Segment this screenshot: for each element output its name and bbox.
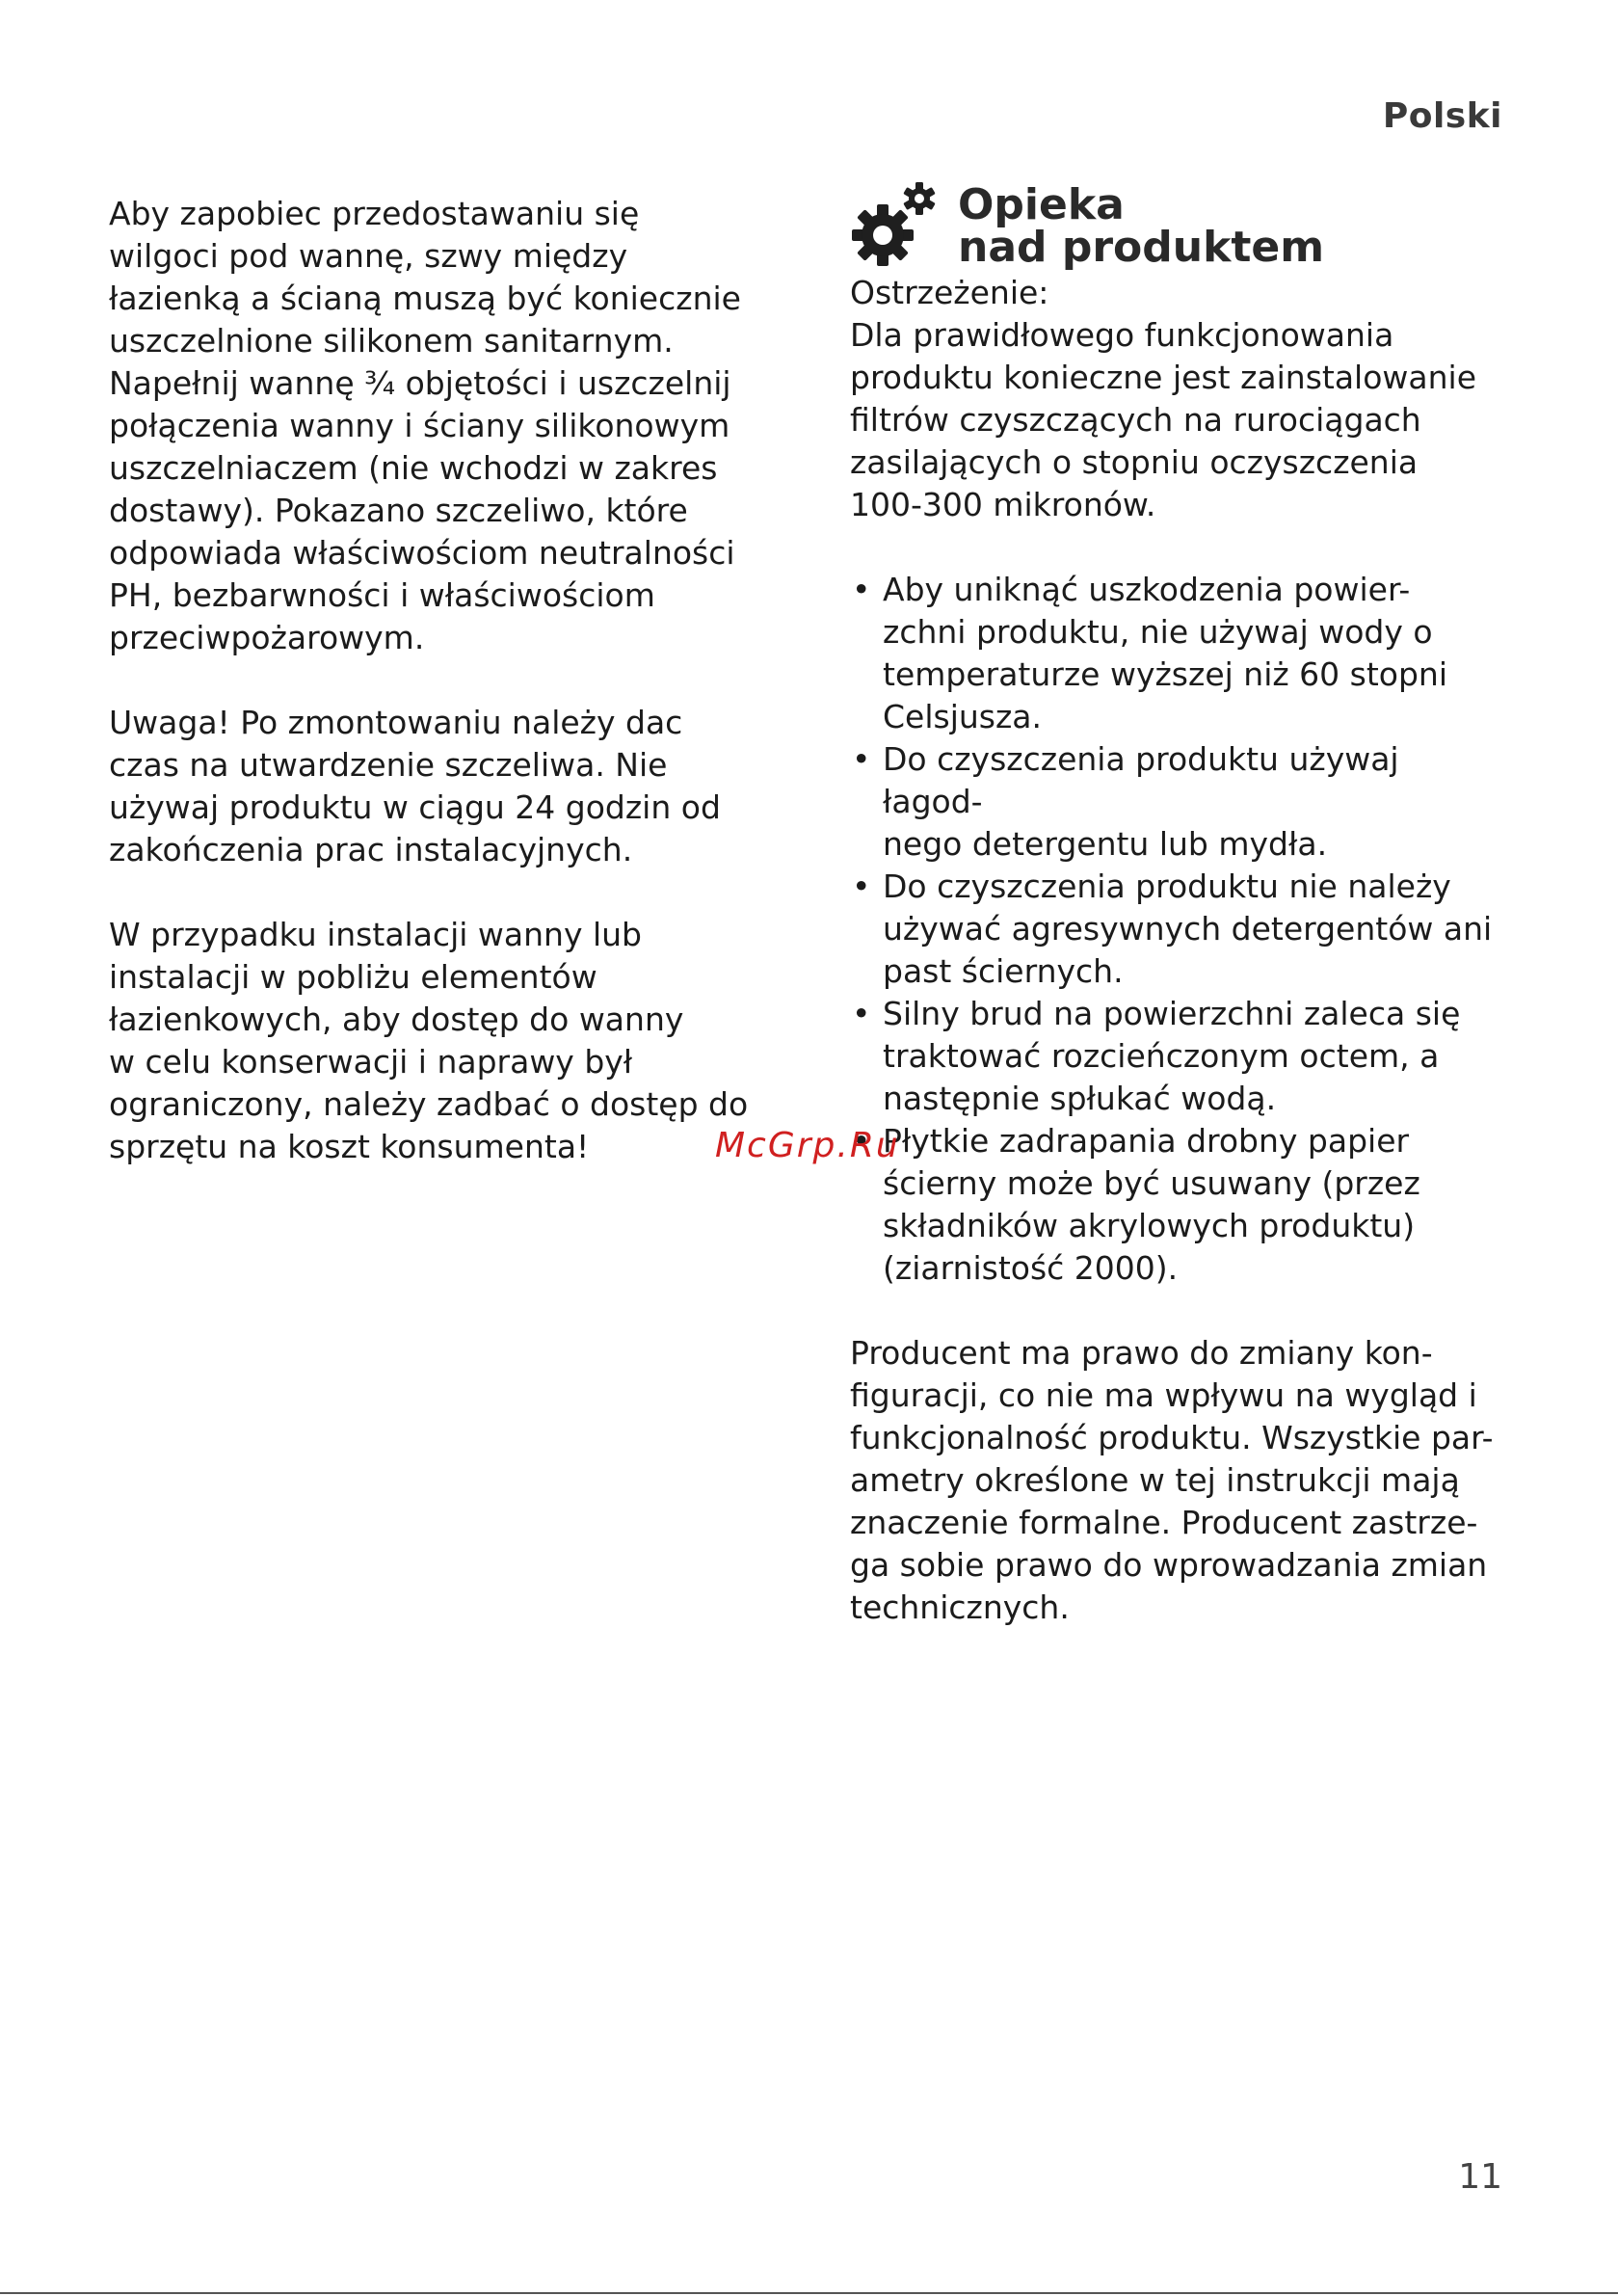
gears-icon (850, 181, 941, 272)
language-label: Polski (1382, 96, 1502, 136)
list-item: • Płytkie zadrapania drobny papier ścierny może być usuwany (przez składników akrylowych produktu) (ziarnistość 2000). (850, 1120, 1505, 1290)
sealing-paragraph: Aby zapobiec przedostawaniu się wilgoci pod wannę, szwy między łazienką a ścianą muszą być koniecznie uszczelnione silikonem sanitarnym. Napełnij wannę ¾ objętości i uszczelnij połączenia wanny i ściany silikonowym uszczelniaczem (nie wchodzi w zakres dostawy). Pokazano szczeliwo, które odpowiada właściwościom neutralności PH, bezbarwności i właściwościom przeciwpożarowym. (109, 195, 741, 656)
left-column (109, 193, 774, 1211)
care-instructions-list (850, 569, 1505, 1290)
warning-title: Ostrzeżenie: (850, 274, 1049, 311)
manufacturer-disclaimer: Producent ma prawo do zmiany kon- figuracji, co nie ma wpływu na wygląd i funkcjonalność produktu. Wszystkie par- ametry określone w tej instrukcji mają znaczenie formalne. Producent zastrze- ga sobie prawo do wprowadzania zmian technicznych. (850, 1334, 1494, 1626)
page-divider (0, 2292, 1618, 2294)
section-title-line1: Opieka (958, 180, 1125, 229)
list-item: • Do czyszczenia produktu nie należy używać agresywnych detergentów ani past ściernych. (850, 866, 1505, 993)
section-heading (850, 181, 1505, 272)
section-title-line2: nad produktem (958, 223, 1325, 272)
list-item: • Do czyszczenia produktu używaj łagod- nego detergentu lub mydła. (850, 738, 1505, 866)
right-column (850, 180, 1505, 1671)
page-number: 11 (1458, 2157, 1502, 2197)
access-paragraph: W przypadku instalacji wanny lub instalacji w pobliżu elementów łazienkowych, aby dostęp do wanny w celu konserwacji i naprawy był ograniczony, należy zadbać o dostęp do sprzętu na koszt konsumenta! (109, 916, 749, 1165)
section-title (958, 180, 1325, 272)
list-item: • Aby uniknąć uszkodzenia powier- zchni produktu, nie używaj wody o temperaturze wyższej niż 60 stopni Celsjusza. (850, 569, 1505, 738)
warning-body: Dla prawidłowego funkcjonowania produktu konieczne jest zainstalowanie filtrów czyszczących na rurociągach zasilających o stopniu oczyszczenia 100-300 mikronów. (850, 316, 1477, 523)
watermark: McGrp.Ru (715, 1126, 900, 1165)
curing-warning-paragraph: Uwaga! Po zmontowaniu należy dac czas na utwardzenie szczeliwa. Nie używaj produktu w ciągu 24 godzin od zakończenia prac instalacyjnych. (109, 704, 721, 868)
list-item: • Silny brud na powierzchni zaleca się traktować rozcieńczonym octem, a następnie spłukać wodą. (850, 993, 1505, 1120)
